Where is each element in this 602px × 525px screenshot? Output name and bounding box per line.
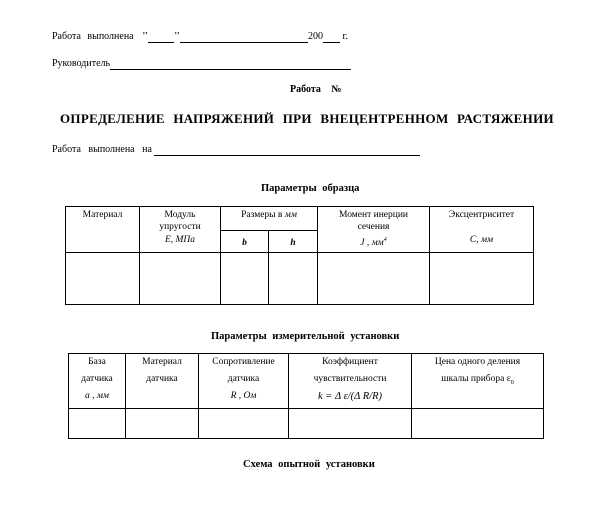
cell-modulus[interactable]: [140, 253, 221, 305]
col-sizes: [221, 207, 318, 231]
scheme-heading: Схема опытной установки: [243, 459, 375, 470]
specimen-table: [65, 206, 534, 305]
col-moment-unit: [318, 234, 429, 249]
cell-material[interactable]: [66, 253, 140, 305]
col-material-label: Материал: [82, 210, 123, 220]
col-res-l2: датчика: [227, 374, 260, 384]
col-div-l1: Цена одного деления: [434, 357, 521, 367]
col-ecc-label: Эксцентриситет: [448, 210, 515, 220]
cell-moment[interactable]: [318, 253, 430, 305]
cell-division[interactable]: [412, 409, 544, 439]
year-prefix: 200: [307, 31, 323, 42]
col-gauge-material: [126, 354, 199, 409]
done-on-label: Работа выполнена на: [52, 144, 152, 155]
col-division: [412, 354, 544, 409]
col-div-l2-wrap: [412, 371, 543, 392]
cell-sensitivity[interactable]: [289, 409, 412, 439]
col-sizes-unit: мм: [284, 210, 297, 220]
col-ecc-unit: С, мм: [469, 235, 494, 245]
cell-base[interactable]: [69, 409, 126, 439]
col-base-l1: База: [88, 357, 106, 367]
col-mat-l2: датчика: [146, 374, 178, 384]
col-coef-l1: Коэффициент: [322, 357, 378, 367]
col-base-l2: датчика: [81, 374, 113, 384]
col-base: [69, 354, 126, 409]
col-modulus-l2: упругости: [159, 222, 201, 232]
col-moment-unit-exp: 4: [383, 237, 387, 243]
year-suffix: г.: [342, 31, 348, 42]
col-moment-l1: Момент инерции: [339, 210, 409, 220]
col-modulus-unit: Е, МПа: [164, 235, 196, 245]
col-div-l2: шкалы прибора ε: [441, 374, 511, 384]
specimen-heading: Параметры образца: [261, 183, 360, 194]
col-coef-formula: k = Δ ε/(Δ R/R): [318, 391, 382, 402]
col-modulus: [140, 207, 221, 253]
done-on-blank: [154, 144, 420, 156]
col-moment-unit-text: J , мм: [360, 238, 384, 249]
col-b-label: b: [242, 238, 247, 248]
col-moment: [318, 207, 430, 253]
quote-open: ’’: [142, 31, 149, 42]
col-h: [269, 231, 318, 253]
supervisor-blank: [110, 58, 351, 70]
col-material: [66, 207, 140, 253]
col-coef-l2: чувствительности: [313, 374, 387, 384]
cell-gauge-material[interactable]: [126, 409, 199, 439]
main-title: ОПРЕДЕЛЕНИЕ НАПРЯЖЕНИЙ ПРИ ВНЕЦЕНТРЕННОМ РАСТЯЖЕНИИ: [60, 111, 554, 126]
col-sizes-label: Размеры в: [241, 210, 283, 220]
col-eccentricity: [430, 207, 534, 253]
col-resistance: [199, 354, 289, 409]
setup-heading: Параметры измерительной установки: [211, 331, 400, 342]
supervisor-line: [52, 58, 351, 70]
setup-table: [68, 353, 544, 439]
col-b: [221, 231, 269, 253]
work-number-label: Работа №: [290, 84, 342, 95]
cell-h[interactable]: [269, 253, 318, 305]
month-blank: [180, 31, 308, 43]
col-res-unit: R , Ом: [230, 391, 257, 401]
year-blank: [323, 31, 340, 43]
cell-b[interactable]: [221, 253, 269, 305]
done-on-line: [52, 144, 420, 156]
col-res-l1: Сопротивление: [212, 357, 275, 367]
col-moment-l2: сечения: [357, 222, 390, 232]
quote-close: ’’: [174, 31, 180, 42]
cell-eccentricity[interactable]: [430, 253, 534, 305]
cell-resistance[interactable]: [199, 409, 289, 439]
date-line: [52, 31, 348, 43]
col-sensitivity: [289, 354, 412, 409]
col-div-sub: 0: [510, 379, 514, 386]
day-blank: [148, 31, 174, 43]
col-mat-l1: Материал: [142, 357, 182, 367]
col-h-label: h: [290, 238, 296, 248]
supervisor-label: Руководитель: [52, 58, 111, 69]
done-label: Работа выполнена: [52, 31, 134, 42]
col-modulus-l1: Модуль: [164, 210, 196, 220]
col-base-unit: a , мм: [84, 391, 109, 401]
